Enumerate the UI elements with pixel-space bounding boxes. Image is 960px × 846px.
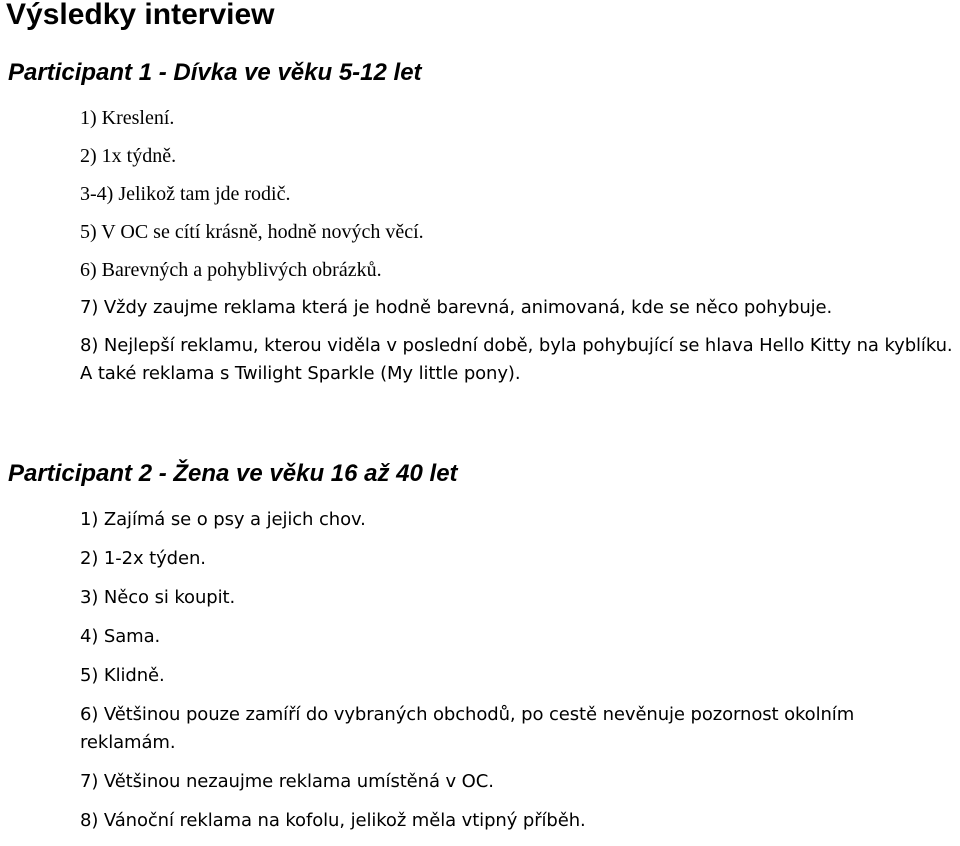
answer-item: 5) Klidně. — [80, 665, 165, 686]
answer-item: 5) V OC se cítí krásně, hodně nových věcí. — [80, 221, 424, 243]
answer-item: 8) Nejlepší reklamu, kterou viděla v poslední době, byla pohybující se hlava Hello Kitty na kyblíku. A také reklama s Twilight Sparkle (My little pony). — [80, 335, 953, 384]
answer-item: 6) Většinou pouze zamíří do vybraných obchodů, po cestě nevěnuje pozornost okolním reklamám. — [80, 704, 855, 753]
answer-item: 2) 1x týdně. — [80, 145, 177, 167]
answer-item: 7) Většinou nezaujme reklama umístěná v OC. — [80, 771, 494, 792]
page-title: Výsledky interview — [6, 0, 275, 31]
participant-2-answers — [80, 506, 955, 846]
answer-item: 8) Vánoční reklama na kofolu, jelikož měla vtipný příběh. — [80, 810, 586, 831]
answer-item: 3-4) Jelikož tam jde rodič. — [80, 183, 291, 205]
answer-item: 7) Vždy zaujme reklama která je hodně barevná, animovaná, kde se něco pohybuje. — [80, 297, 833, 318]
answer-item: 4) Sama. — [80, 626, 161, 647]
answer-item: 1) Zajímá se o psy a jejich chov. — [80, 509, 366, 530]
participant-1-answers — [80, 104, 960, 398]
participant-2-heading: Participant 2 - Žena ve věku 16 až 40 let — [8, 460, 458, 487]
participant-1-heading: Participant 1 - Dívka ve věku 5-12 let — [8, 59, 422, 86]
answer-item: 6) Barevných a pohyblivých obrázků. — [80, 259, 382, 281]
answer-item: 1) Kreslení. — [80, 107, 175, 129]
answer-item: 3) Něco si koupit. — [80, 587, 236, 608]
answer-item: 2) 1-2x týden. — [80, 548, 206, 569]
